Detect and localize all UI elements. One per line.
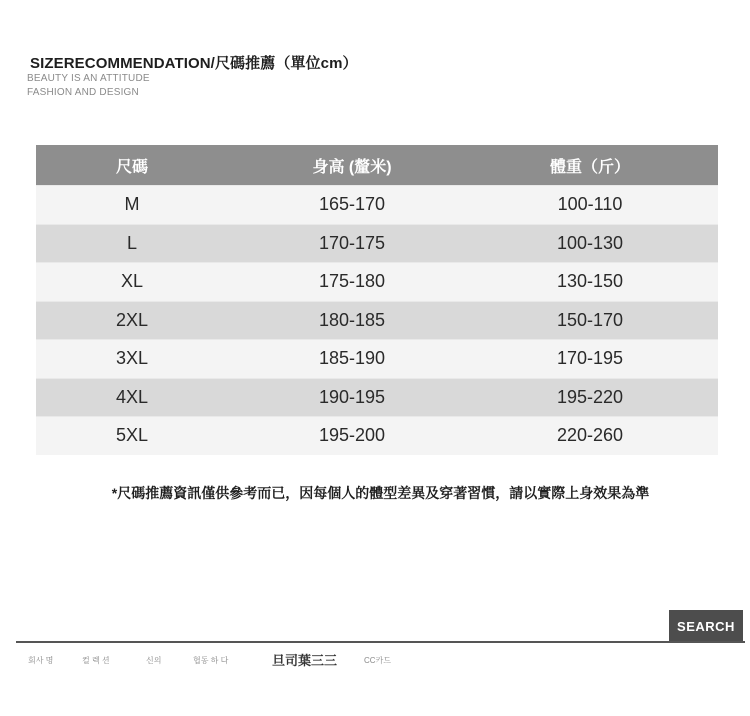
height-cell: 190-195: [318, 386, 386, 407]
table-row: [36, 224, 718, 263]
size-cell: 5XL: [115, 425, 149, 446]
footer-link-company[interactable]: 회사 명: [28, 656, 54, 665]
table-row: [36, 185, 718, 224]
table-row: [36, 416, 718, 455]
size-cell: 3XL: [115, 348, 149, 369]
column-header-size: 尺碼: [115, 158, 148, 176]
table-row: [36, 262, 718, 301]
size-cell: 4XL: [115, 386, 149, 407]
height-cell: 175-180: [318, 271, 386, 292]
weight-cell: 170-195: [556, 348, 624, 369]
weight-cell: 100-110: [557, 194, 623, 215]
size-cell: XL: [120, 271, 144, 292]
subtitle-line-2: FASHION AND DESIGN: [27, 87, 139, 98]
height-cell: 195-200: [318, 425, 386, 446]
column-header-height: 身高 (釐米): [312, 158, 392, 176]
footer-nav: [0, 653, 750, 669]
weight-cell: 130-150: [556, 271, 624, 292]
footer-divider: [16, 641, 745, 643]
weight-cell: 220-260: [556, 425, 624, 446]
page-header: [30, 52, 358, 73]
footer-link-new[interactable]: 신의: [146, 656, 162, 665]
disclaimer-note: *尺碼推薦資訊僅供參考而已，因每個人的體型差異及穿著習慣，請以實際上身效果為準: [111, 485, 650, 501]
table-header-row: [36, 145, 718, 185]
size-table: [36, 145, 718, 455]
size-cell: L: [126, 232, 137, 253]
size-cell: M: [124, 194, 140, 215]
height-cell: 165-170: [318, 194, 386, 215]
search-button[interactable]: SEARCH: [669, 610, 743, 642]
table-row: [36, 301, 718, 340]
footer-link-collection[interactable]: 컬 렉 션: [82, 656, 110, 665]
height-cell: 180-185: [318, 309, 386, 330]
page-title: SIZERECOMMENDATION/尺碼推薦（單位cm）: [30, 55, 358, 72]
weight-cell: 195-220: [556, 386, 624, 407]
footer-link-card[interactable]: CC카드: [364, 656, 392, 665]
weight-cell: 100-130: [556, 232, 624, 253]
size-cell: 2XL: [115, 309, 149, 330]
height-cell: 170-175: [318, 232, 386, 253]
height-cell: 185-190: [318, 348, 386, 369]
weight-cell: 150-170: [556, 309, 624, 330]
table-row: [36, 339, 718, 378]
footer-brand[interactable]: 旦司葉三三: [272, 653, 338, 668]
footer-link-cooperate[interactable]: 협동 하 다: [193, 656, 229, 665]
column-header-weight: 體重（斤）: [549, 158, 630, 176]
table-row: [36, 378, 718, 417]
subtitle-line-1: BEAUTY IS AN ATTITUDE: [27, 73, 150, 84]
